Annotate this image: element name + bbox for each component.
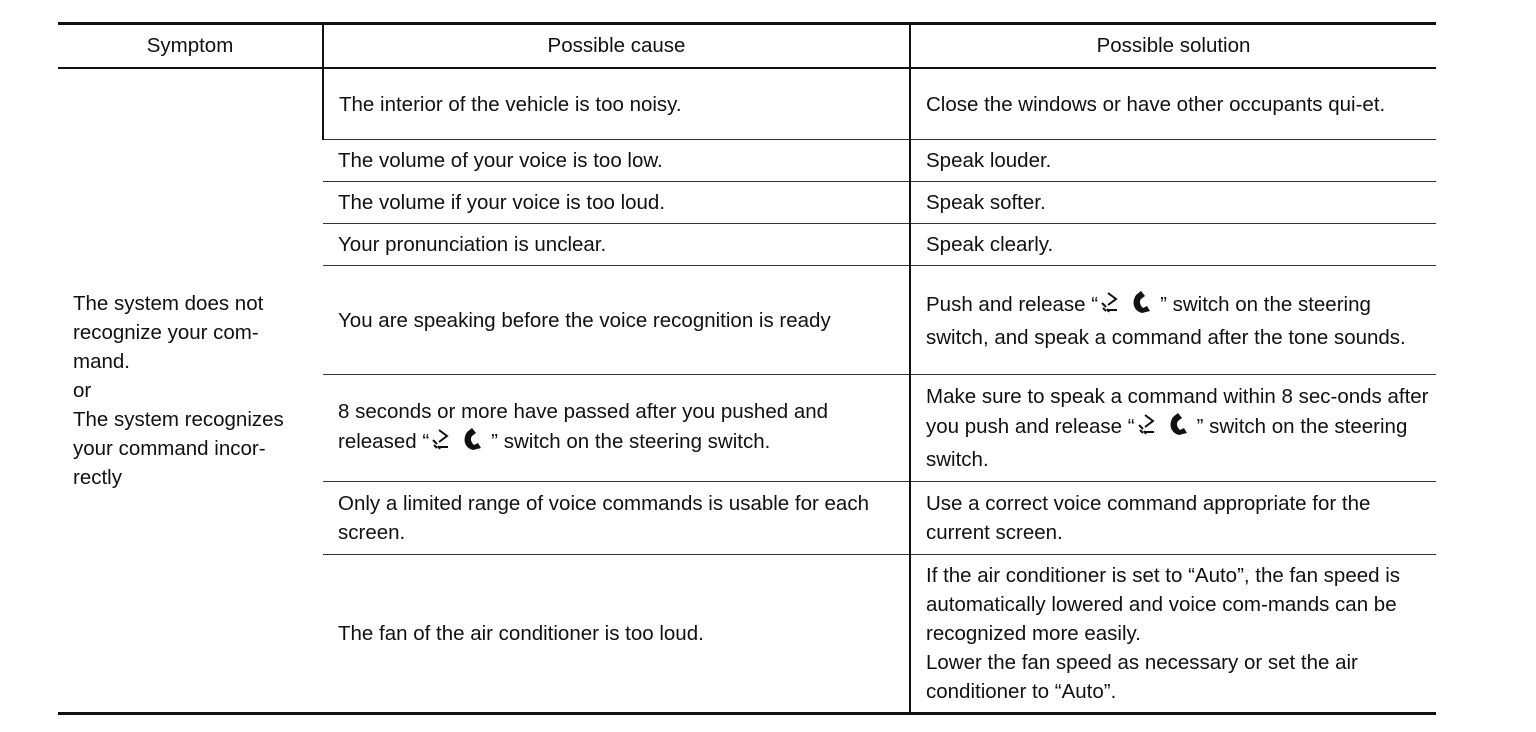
- cause-text: 8 seconds or more have passed after you pushed and released “: [338, 399, 829, 453]
- header-symptom: Symptom: [58, 25, 323, 68]
- solution-text: If the air conditioner is set to “Auto”, the fan speed is automatically lowered and voice com-mands can be recognized more easily.: [926, 564, 1401, 645]
- symptom-cell: [58, 68, 323, 712]
- symptom-line: recognize your com-: [73, 321, 259, 344]
- cause-cell: The volume if your voice is too loud.: [323, 182, 910, 224]
- symptom-line: rectly: [73, 466, 122, 489]
- symptom-line: your command incor-: [73, 437, 266, 460]
- solution-text: ” switch on the steering switch.: [926, 415, 1408, 471]
- table-row: [58, 68, 1436, 140]
- cause-cell: Only a limited range of voice commands is usable for each screen.: [323, 482, 910, 555]
- voice-phone-switch-icon: [1135, 411, 1197, 445]
- voice-phone-switch-icon: [429, 426, 491, 460]
- cause-cell: You are speaking before the voice recognition is ready: [323, 266, 910, 375]
- solution-text: ” switch on the steering switch, and speak a command after the tone sounds.: [926, 292, 1406, 349]
- solution-text: Push and release “: [926, 292, 1099, 316]
- solution-cell: [910, 555, 1436, 713]
- header-solution: Possible solution: [910, 25, 1436, 68]
- symptom-line: or: [73, 379, 92, 402]
- solution-cell: [910, 266, 1436, 375]
- cause-cell: The interior of the vehicle is too noisy.: [323, 68, 910, 140]
- cause-text: ” switch on the steering switch.: [491, 429, 771, 453]
- solution-cell: Speak louder.: [910, 140, 1436, 182]
- solution-cell: [910, 375, 1436, 482]
- header-cause: Possible cause: [323, 25, 910, 68]
- cause-cell: [323, 375, 910, 482]
- troubleshooting-table: [58, 22, 1436, 715]
- solution-text: Make sure to speak a command within 8 sec-onds after you push and release “: [926, 385, 1429, 438]
- solution-cell: Speak softer.: [910, 182, 1436, 224]
- symptom-line: The system does not: [73, 292, 264, 315]
- header-row: [58, 25, 1436, 68]
- solution-cell: Close the windows or have other occupants qui-et.: [910, 68, 1436, 140]
- cause-cell: The volume of your voice is too low.: [323, 140, 910, 182]
- cause-cell: The fan of the air conditioner is too loud.: [323, 555, 910, 713]
- symptom-line: mand.: [73, 350, 130, 373]
- voice-phone-switch-icon: [1098, 289, 1160, 323]
- symptom-line: The system recognizes: [73, 408, 284, 431]
- solution-cell: Use a correct voice command appropriate for the current screen.: [910, 482, 1436, 555]
- cause-cell: Your pronunciation is unclear.: [323, 224, 910, 266]
- solution-text: Lower the fan speed as necessary or set the air conditioner to “Auto”.: [926, 651, 1358, 703]
- solution-cell: Speak clearly.: [910, 224, 1436, 266]
